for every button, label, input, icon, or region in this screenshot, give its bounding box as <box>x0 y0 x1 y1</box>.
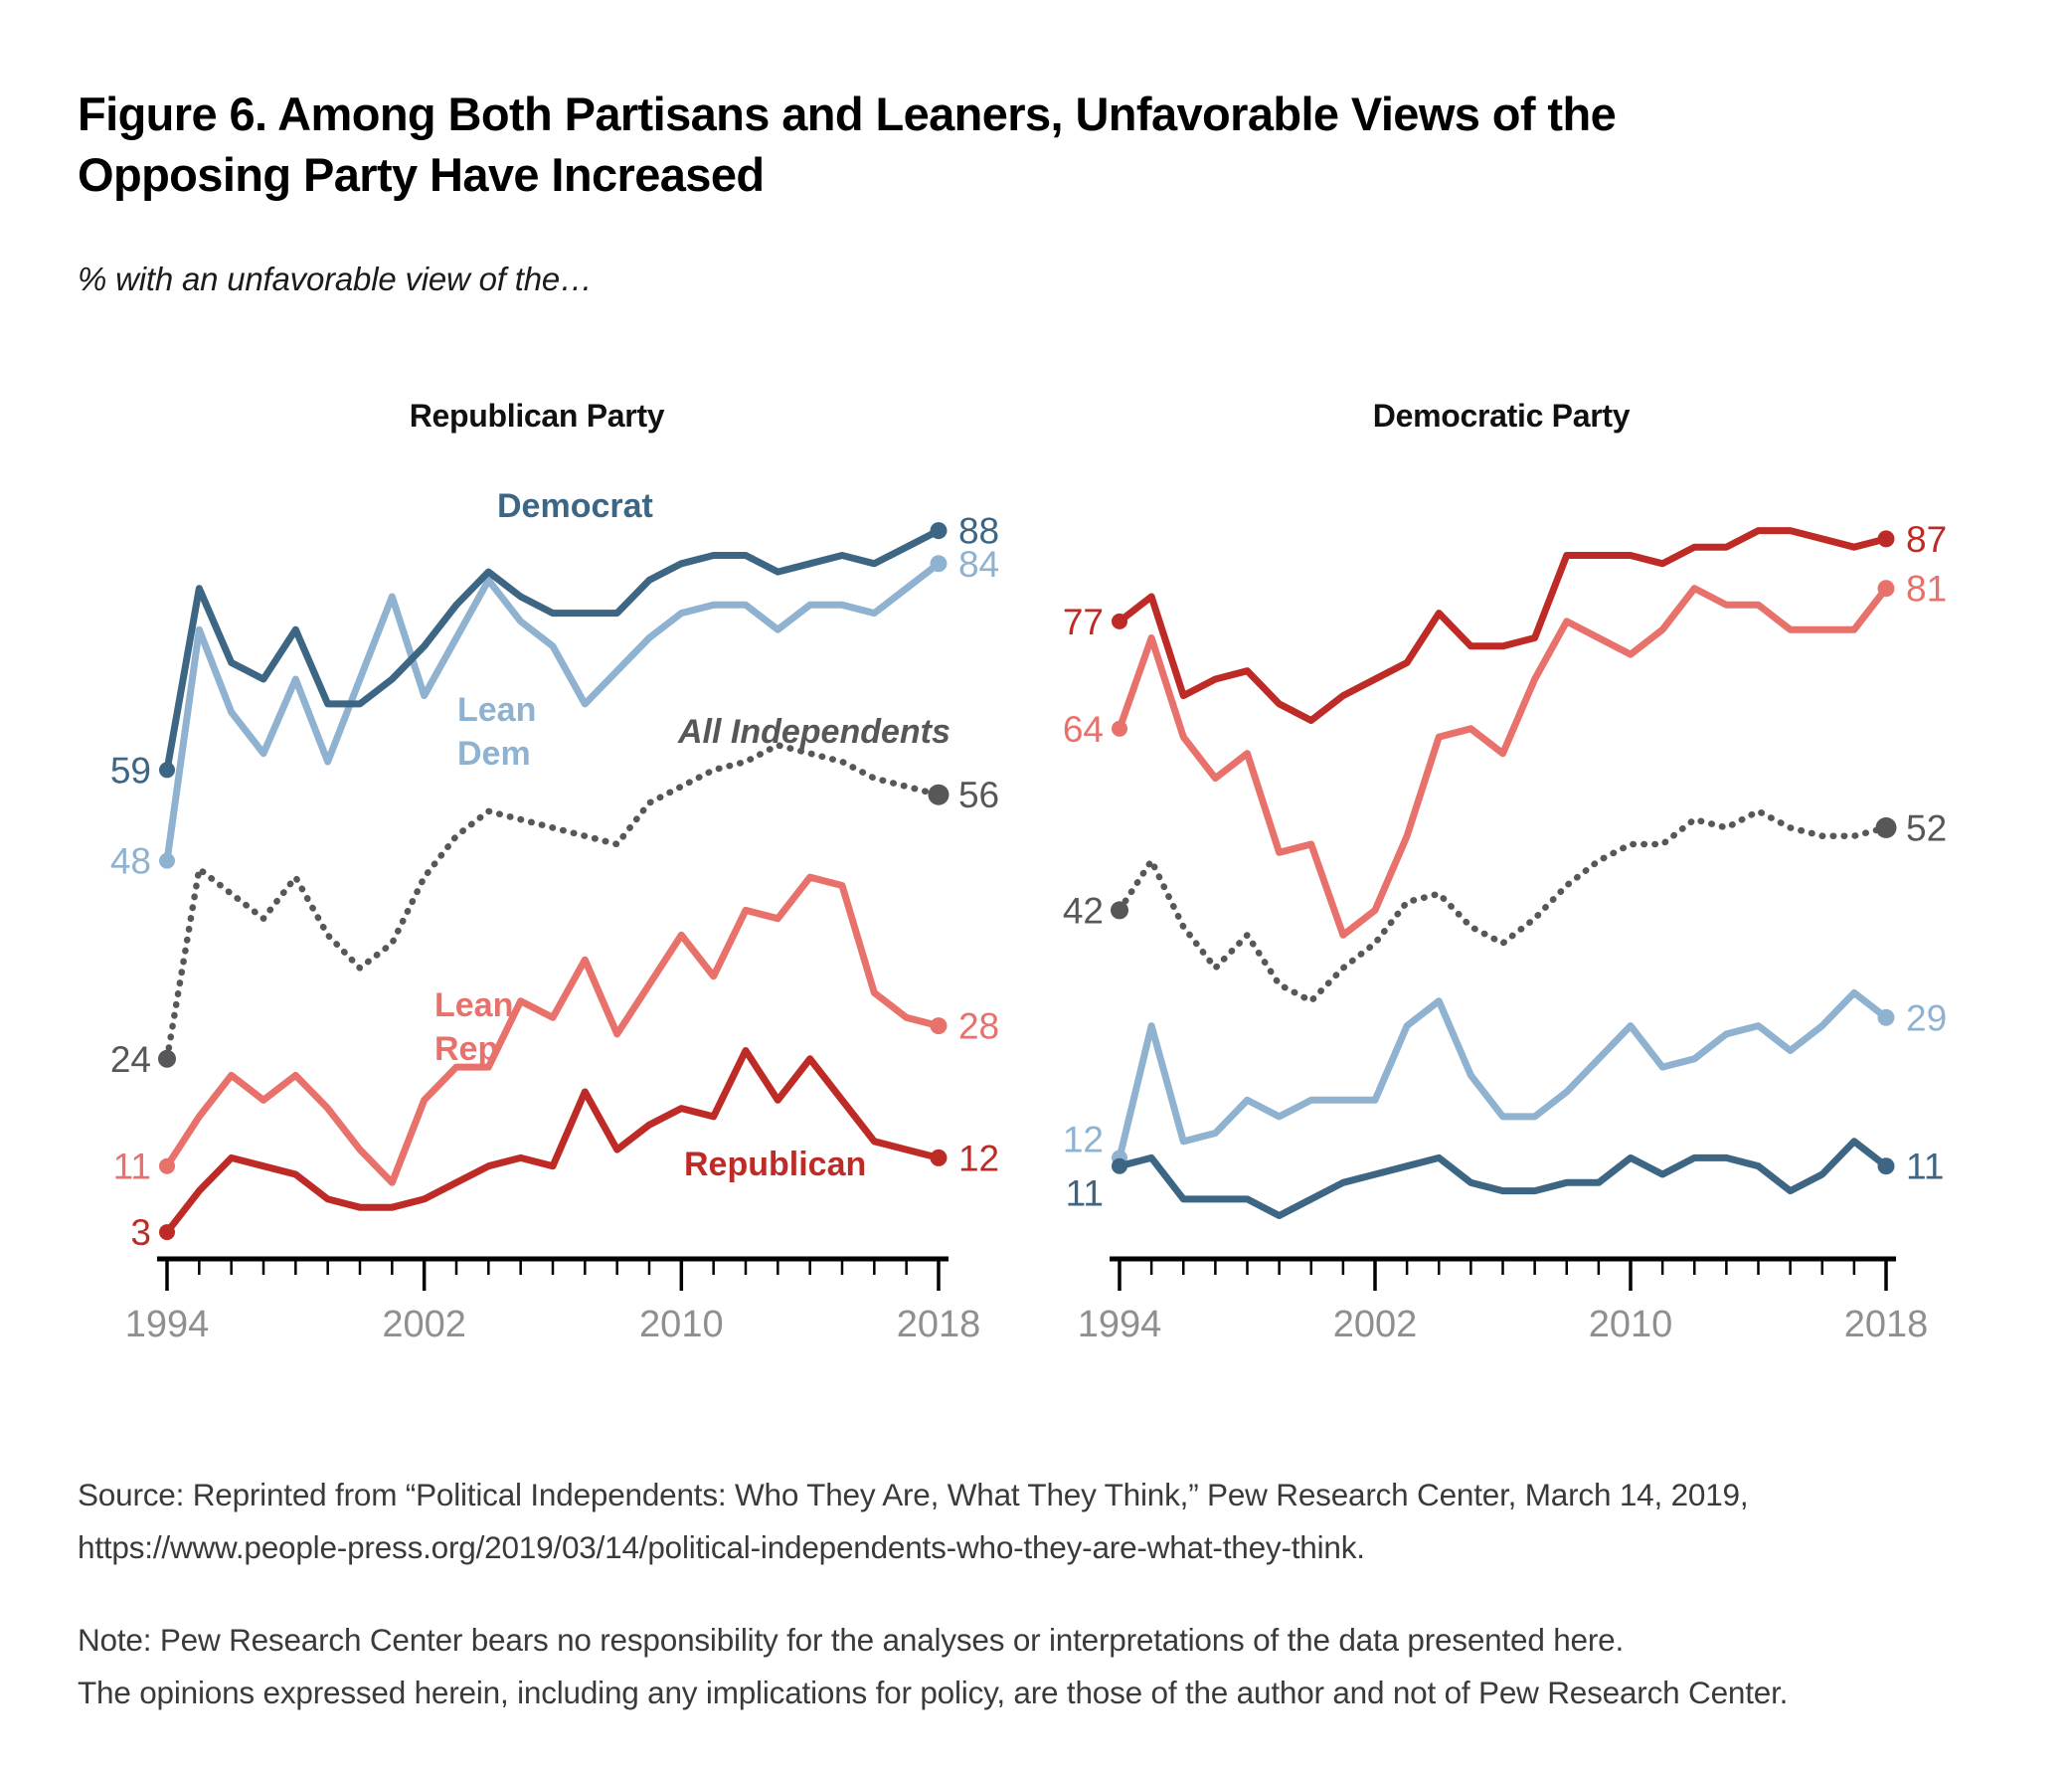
series-line-lean_rep <box>1120 589 1886 936</box>
start-dot-republican <box>1112 614 1127 629</box>
series-label-democrat: Democrat <box>497 487 653 525</box>
start-value-label-lean_rep: 64 <box>1062 708 1104 750</box>
note-line-1: Note: Pew Research Center bears no responsibility for the analyses or interpretations of the data presented here. <box>78 1622 1625 1658</box>
end-value-label-democrat: 11 <box>1906 1146 1945 1187</box>
series-label-lean_dem: Lean <box>457 691 537 729</box>
start-value-label-independents: 42 <box>1062 890 1104 932</box>
end-value-label-independents: 52 <box>1906 807 1948 849</box>
series-independents <box>1063 807 1947 1000</box>
end-value-label-independents: 56 <box>957 775 1000 816</box>
end-value-label-republican: 12 <box>957 1138 1000 1179</box>
end-value-label-lean_dem: 29 <box>1906 997 1948 1039</box>
start-value-label-republican: 3 <box>130 1212 151 1254</box>
series-line-lean_rep <box>167 877 939 1182</box>
source-line-2: https://www.people-press.org/2019/03/14/political-independents-who-they-are-what-they-think. <box>78 1529 1365 1565</box>
series-independents <box>110 713 999 1080</box>
end-dot-democrat <box>930 522 947 539</box>
start-dot-republican <box>159 1224 175 1240</box>
series-democrat <box>1066 1142 1945 1216</box>
end-dot-lean_dem <box>930 555 947 572</box>
start-value-label-democrat: 11 <box>1065 1172 1104 1214</box>
start-dot-lean_rep <box>159 1158 175 1174</box>
series-line-democrat <box>1120 1142 1886 1216</box>
end-value-label-democrat: 88 <box>957 510 1000 552</box>
note-text <box>78 1614 1788 1719</box>
republican-party-unfavorable-chart <box>60 438 1014 1352</box>
start-dot-lean_dem <box>159 853 175 869</box>
series-line-republican <box>167 1051 939 1233</box>
start-dot-democrat <box>1112 1158 1127 1174</box>
figure-subtitle: % with an unfavorable view of the… <box>78 261 593 297</box>
series-republican <box>1063 519 1947 721</box>
end-value-label-lean_rep: 28 <box>957 1005 1000 1047</box>
end-value-label-lean_rep: 81 <box>1906 568 1948 610</box>
x-tick-label-2018: 2018 <box>1843 1304 1929 1345</box>
start-value-label-republican: 77 <box>1062 601 1104 642</box>
series-label-lean_dem: Dem <box>457 735 531 773</box>
end-dot-independents <box>928 785 949 805</box>
start-value-label-independents: 24 <box>109 1038 151 1080</box>
x-tick-label-2010: 2010 <box>639 1304 724 1345</box>
series-republican <box>130 1051 999 1254</box>
series-label-lean_rep: Lean <box>434 986 514 1024</box>
x-tick-label-2010: 2010 <box>1588 1304 1673 1345</box>
series-line-lean_dem <box>1120 992 1886 1157</box>
end-dot-democrat <box>1878 1157 1895 1174</box>
end-dot-lean_rep <box>930 1017 947 1034</box>
end-dot-republican <box>930 1150 947 1166</box>
x-tick-label-2018: 2018 <box>896 1304 981 1345</box>
democratic-party-unfavorable-chart <box>1014 438 2008 1352</box>
end-dot-lean_rep <box>1878 580 1895 597</box>
start-dot-independents <box>1111 901 1128 919</box>
source-text <box>78 1469 1748 1574</box>
left-chart-title: Republican Party <box>409 398 665 434</box>
x-tick-label-1994: 1994 <box>124 1304 210 1345</box>
series-line-republican <box>1120 531 1886 721</box>
end-dot-republican <box>1878 530 1895 547</box>
x-axis <box>1078 1259 1929 1345</box>
series-label-independents: All Independents <box>678 713 950 751</box>
series-lean_rep <box>113 877 1000 1186</box>
end-value-label-lean_dem: 84 <box>957 543 1000 585</box>
figure-title-line-2: Opposing Party Have Increased <box>78 148 765 201</box>
start-value-label-lean_dem: 48 <box>109 840 151 882</box>
end-dot-independents <box>1876 817 1897 838</box>
series-label-republican: Republican <box>684 1146 867 1183</box>
figure-title-line-1: Figure 6. Among Both Partisans and Leaners, Unfavorable Views of the <box>78 88 1617 140</box>
x-tick-label-2002: 2002 <box>382 1304 466 1345</box>
right-chart-title: Democratic Party <box>1372 398 1631 434</box>
x-axis <box>125 1259 981 1345</box>
start-value-label-lean_dem: 12 <box>1062 1119 1104 1160</box>
source-line-1: Source: Reprinted from “Political Independents: Who They Are, What They Think,” Pew Research Center, March 14, 2019, <box>78 1477 1749 1512</box>
start-dot-democrat <box>159 762 175 778</box>
figure-title <box>78 84 1748 205</box>
start-dot-lean_rep <box>1112 721 1127 737</box>
series-line-independents <box>1120 811 1886 1001</box>
note-line-2: The opinions expressed herein, including any implications for policy, are those of the author and not of Pew Research Center. <box>78 1675 1789 1710</box>
start-value-label-democrat: 59 <box>109 750 151 792</box>
start-dot-independents <box>158 1050 176 1068</box>
series-lean_dem <box>1063 992 1947 1165</box>
series-label-lean_rep: Rep <box>434 1030 499 1068</box>
x-tick-label-1994: 1994 <box>1077 1304 1162 1345</box>
series-lean_rep <box>1063 569 1947 936</box>
end-value-label-republican: 87 <box>1906 518 1948 560</box>
end-dot-lean_dem <box>1878 1009 1895 1026</box>
x-tick-label-2002: 2002 <box>1332 1304 1418 1345</box>
start-value-label-lean_rep: 11 <box>112 1146 151 1187</box>
